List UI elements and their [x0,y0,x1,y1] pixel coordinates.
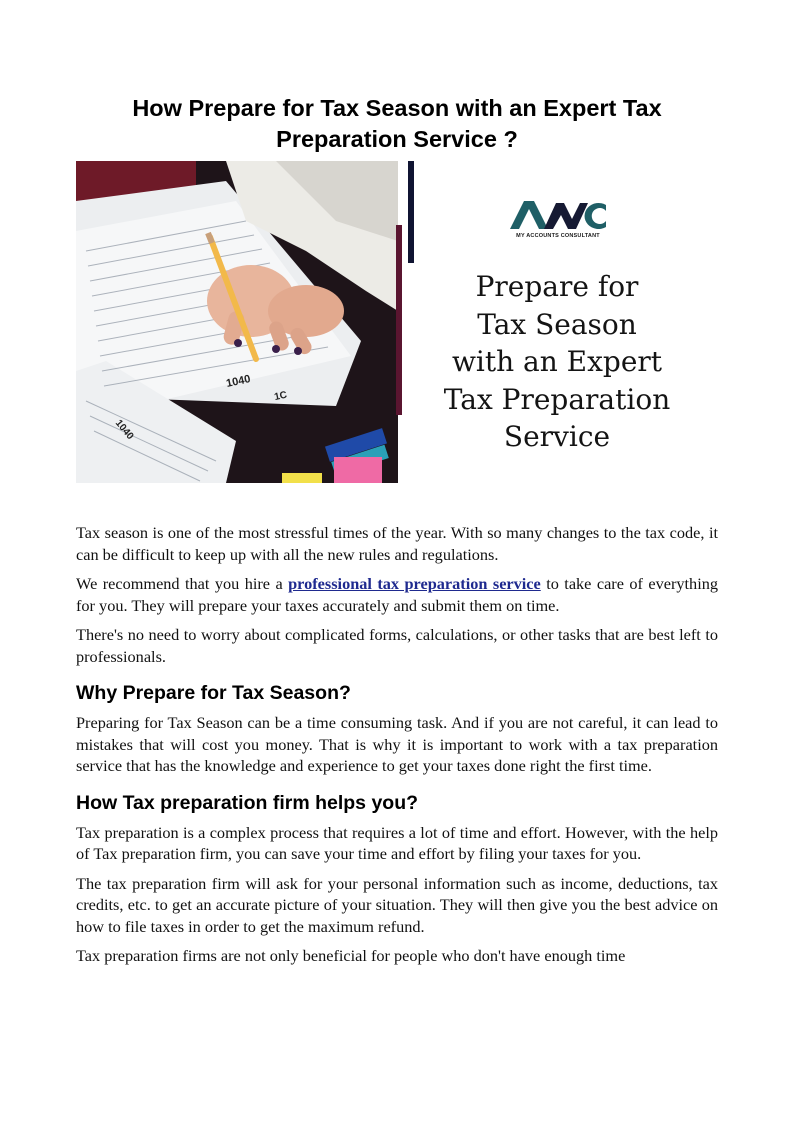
banner-heading-line: Tax Season [477,307,637,341]
document-title: How Prepare for Tax Season with an Expert Tax Preparation Service ? [132,95,662,152]
logo-caption: MY ACCOUNTS CONSULTANT [516,233,600,239]
hero-banner [76,161,718,483]
form-label-1040-b: 1040 [112,417,136,442]
banner-heading-line: Service [503,420,611,453]
banner-heading [416,268,698,456]
intro-paragraph-2 [76,573,718,616]
intro-paragraph-1: Tax season is one of the most stressful times of the year. With so many changes to the tax code, it can be difficult to keep up with all the new rules and regulations. [76,523,718,564]
intro-paragraph-3: There's no need to worry about complicated forms, calculations, or other tasks that are best left to professionals. [76,625,718,666]
intro-paragraph-2-tail: to take care of everything for you. They will prepare your taxes accurately and submit them on time. [76,574,718,615]
form-label-1040-a: 1040 [225,373,252,390]
banner-heading-line: Tax Preparation [443,382,671,416]
how-firm-helps-paragraph-3: Tax preparation firms are not only beneficial for people who don't have enough time [76,946,626,965]
article-body [76,522,718,975]
tax-form-photo [76,161,398,483]
form-label-1c: 1C [273,389,289,404]
intro-paragraph-2-lead: We recommend that you hire a [76,574,289,593]
how-firm-helps-paragraph-1: Tax preparation is a complex process that requires a lot of time and effort. However, with the help of Tax preparation firm, you can save your time and effort by filing your taxes for you. [76,822,718,863]
accent-bar-navy [408,161,414,263]
why-prepare-paragraph: Preparing for Tax Season can be a time consuming task. And if you are not careful, it can lead to mistakes that will cost you money. That is why it is important to work with a tax preparation service that has the knowledge and experience to get your taxes done right the first time. [76,713,718,775]
banner-heading-line: with an Expert [451,345,663,378]
section-heading-why-prepare: Why Prepare for Tax Season? [76,682,351,704]
banner-heading-line: Prepare for [475,270,639,303]
how-firm-helps-paragraph-2: The tax preparation firm will ask for your personal information such as income, deductions, tax credits, etc. to get an accurate picture of your situation. They will then give you the best advice on how to file taxes in order to get the maximum refund. [76,873,718,936]
section-heading-how-firm-helps: How Tax preparation firm helps you? [76,791,419,814]
professional-tax-service-link[interactable]: professional tax preparation service [288,574,541,593]
accent-bar-maroon [396,225,402,415]
